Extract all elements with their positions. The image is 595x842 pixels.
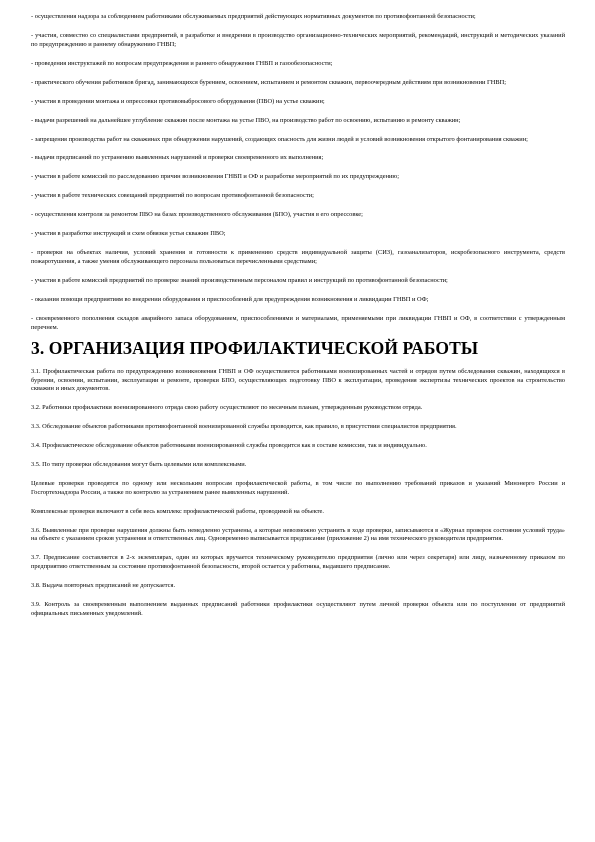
paragraph: 3.5. По типу проверки обследования могут быть целевыми или комплексными.: [31, 461, 247, 469]
paragraph: Комплексные проверки включают в себя весь комплекс профилактической работы, проводимой на объекте.: [31, 507, 324, 515]
list-item: - проведения инструктажей по вопросам предупреждения и раннего обнаружения ГНВП и газообезопасности;: [31, 59, 333, 67]
paragraph: 3.3. Обследование объектов работниками противофонтанной военизированной службы проводится, как правило, в присутствии специалистов предприятия.: [31, 423, 457, 431]
duties-list: [31, 13, 565, 332]
list-item: - участия в проведении монтажа и опрессовки противовыбросового оборудования (ПВО) на устье скважин;: [31, 97, 325, 105]
list-item: - выдачи разрешений на дальнейшее углубление скважин после монтажа на устье ПВО, на производство работ по освоению, испытанию и ремонту скважин;: [31, 116, 461, 124]
list-item: - оказания помощи предприятиям во внедрении оборудования и приспособлений для предупреждения возникновения и ликвидации ГНВП и ОФ;: [31, 295, 429, 303]
section-heading: 3. ОРГАНИЗАЦИЯ ПРОФИЛАКТИЧЕСКОЙ РАБОТЫ: [31, 338, 479, 359]
paragraph: 3.7. Предписание составляется в 2-х экземплярах, один из которых вручается техническому руководителю предприятия (лично или через секретаря) или лицу, назначенному приказом по предприятию ответственным за состояние противофонтанной безопасности, второй остается у работника, выдавшего предписание.: [31, 554, 565, 570]
paragraph: 3.2. Работники профилактики военизированного отряда свою работу осуществляют по месячным планам, утвержденным руководством отряда.: [31, 404, 423, 412]
paragraph: 3.4. Профилактическое обследование объектов работниками военизированной службы проводится как в составе комиссии, так и индивидуально.: [31, 442, 427, 450]
document-page: [31, 13, 565, 618]
paragraph: Целевые проверки проводятся по одному или нескольким вопросам профилактической работы, в том числе по выполнению требований приказов и указаний Минэнерго России и Госгортехнадзора России, а также по контролю за устранением ранее выявленных нарушений.: [31, 480, 565, 496]
paragraph: 3.8. Выдача повторных предписаний не допускается.: [31, 581, 176, 589]
list-item: - проверки на объектах наличия, условий хранения и готовности к применению средств индивидуальной защиты (СИЗ), газоанализаторов, искробезопасного инструмента, средств пожаротушения, а также умения обслуживающего персонала пользоваться перечисленными средствами;: [31, 249, 565, 265]
section-body: [31, 368, 565, 618]
list-item: - участия, совместно со специалистами предприятий, в разработке и внедрении в производство организационно-технических мероприятий, рекомендаций, инструкций и методических указаний по предупреждению и раннему обнаружению ГНВП;: [31, 31, 565, 48]
paragraph: 3.1. Профилактическая работа по предупреждению возникновения ГНВП и ОФ осуществляется работниками военизированных частей и отрядов путем обследования скважин, находящихся в бурении, освоении, испытании, эксплуатации и ремонте, проверки БПО, осуществляющих подготовку ПВО к эксплуатации, проведения экспертизы технических проектов на строительство скважин и иных документов.: [31, 368, 565, 393]
paragraph: 3.9. Контроль за своевременным выполнением выданных предписаний работники профилактики осуществляют путем личной проверки объекта или по поступлении от предприятий официальных письменных уведомлений.: [31, 600, 565, 617]
list-item: - выдачи предписаний по устранению выявленных нарушений и проверки своевременного их выполнения;: [31, 154, 324, 162]
list-item: - своевременного пополнения складов аварийного запаса оборудованием, приспособлениями и материалами, применяемыми при ликвидации ГНВП и ОФ, в соответствии с утвержденным перечнем.: [31, 314, 565, 331]
list-item: - осуществления надзора за соблюдением работниками обслуживаемых предприятий действующих нормативных документов по противофонтанной безопасности;: [31, 13, 476, 20]
list-item: - участия в работе технических совещаний предприятий по вопросам противофонтанной безопасности;: [31, 192, 314, 200]
list-item: - участия в работе комиссий предприятий по проверке знаний производственным персоналом правил и инструкций по противофонтанной безопасности;: [31, 276, 448, 284]
paragraph: 3.6. Выявленные при проверке нарушения должны быть немедленно устранены, а которые невозможно устранить в ходе проверки, записываются в «Журнал проверок состояния условий труда» на объекте с указанием сроков устранения и ответственных лиц. Одновременно выписывается предписание (приложение 2) на имя технического руководителя предприятия.: [31, 526, 565, 543]
list-item: - осуществления контроля за ремонтом ПВО на базах производственного обслуживания (БПО), участия в его опрессовке;: [31, 211, 363, 219]
list-item: - запрещения производства работ на скважинах при обнаружении нарушений, создающих опасность для жизни людей и условий возникновения открытого фонтанирования скважин;: [31, 135, 528, 143]
list-item: - практического обучения работников бригад, занимающихся бурением, освоением, испытанием и ремонтом скважин, первоочередным действиям при возникновении ГНВП;: [31, 78, 507, 86]
list-item: - участия в работе комиссий по расследованию причин возникновения ГНВП и ОФ и разработке мероприятий по их предупреждению;: [31, 173, 399, 181]
list-item: - участия в разработке инструкций и схем обвязки устья скважин ПВО;: [31, 230, 226, 238]
